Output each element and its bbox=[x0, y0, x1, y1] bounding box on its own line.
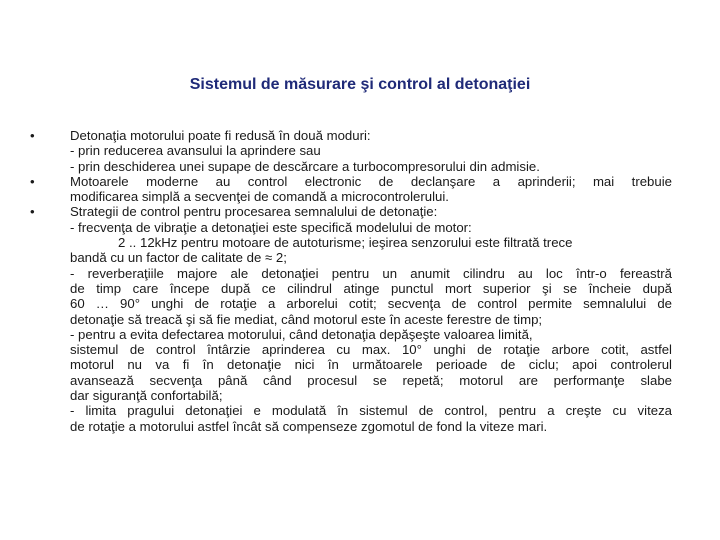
slide-title: Sistemul de măsurare şi control al detonaţiei bbox=[189, 76, 531, 93]
text-line: - pentru a evita defectarea motorului, când detonaţia depăşeşte valoarea limită, bbox=[70, 326, 533, 342]
text-line: - limita pragului detonaţiei e modulată în sistemul de control, pentru a creşte cu viteza bbox=[70, 403, 672, 419]
text-line: 2 .. 12kHz pentru motoare de autoturisme; ieşirea senzorului este filtrată trece bbox=[118, 235, 573, 251]
bullet-icon: • bbox=[30, 204, 35, 220]
text-line: dar siguranţă confortabilă; bbox=[70, 388, 223, 404]
text-line: sistemul de control întârzie aprinderea cu max. 10° unghi de rotaţie arbore cotit, astfel bbox=[70, 342, 672, 358]
text-line: - prin reducerea avansului la aprindere sau bbox=[70, 143, 321, 159]
list-item bbox=[30, 204, 672, 433]
bullet-icon: • bbox=[30, 173, 35, 189]
text-line: avansează secvenţa până când procesul se repetă; motorul are performanţe slabe bbox=[70, 372, 672, 388]
text-line: Motoarele moderne au control electronic de declanşare a aprinderii; mai trebuie bbox=[70, 173, 672, 189]
text-line: - reverberaţiile majore ale detonaţiei pentru un anumit cilindru au loc într-o fereastră bbox=[70, 265, 672, 281]
text-line: - frecvenţa de vibraţie a detonaţiei este specifică modelului de motor: bbox=[70, 219, 472, 235]
text-line: Detonaţia motorului poate fi redusă în două moduri: bbox=[70, 128, 371, 143]
bullet-list bbox=[30, 128, 672, 434]
text-line: 60 … 90° unghi de rotaţie a arborelui cotit; secvenţa de control permite semnalului de bbox=[70, 296, 672, 312]
text-line: modificarea simplă a secvenţei de comandă a microcontrolerului. bbox=[70, 189, 449, 205]
list-item bbox=[30, 174, 672, 205]
list-item bbox=[30, 128, 672, 174]
bullet-icon: • bbox=[30, 128, 35, 143]
text-line: detonaţie să treacă şi să fie mediat, când motorul este în aceste ferestre de timp; bbox=[70, 311, 543, 327]
text-line: de rotaţie a motorului astfel încât să compenseze zgomotul de fond la viteze mari. bbox=[70, 418, 548, 434]
text-line: - prin deschiderea unei supape de descărcare a turbocompresorului din admisie. bbox=[70, 158, 540, 174]
text-line: motorul nu va fi în detonaţie nici în următoarele perioade de ciclu; apoi controlerul bbox=[70, 357, 672, 373]
text-line: Strategii de control pentru procesarea semnalului de detonaţie: bbox=[70, 204, 438, 220]
text-line: de timp care începe după ce cilindrul atinge punctul mort superior şi se încheie după bbox=[70, 280, 672, 296]
text-line: bandă cu un factor de calitate de ≈ 2; bbox=[70, 250, 287, 266]
